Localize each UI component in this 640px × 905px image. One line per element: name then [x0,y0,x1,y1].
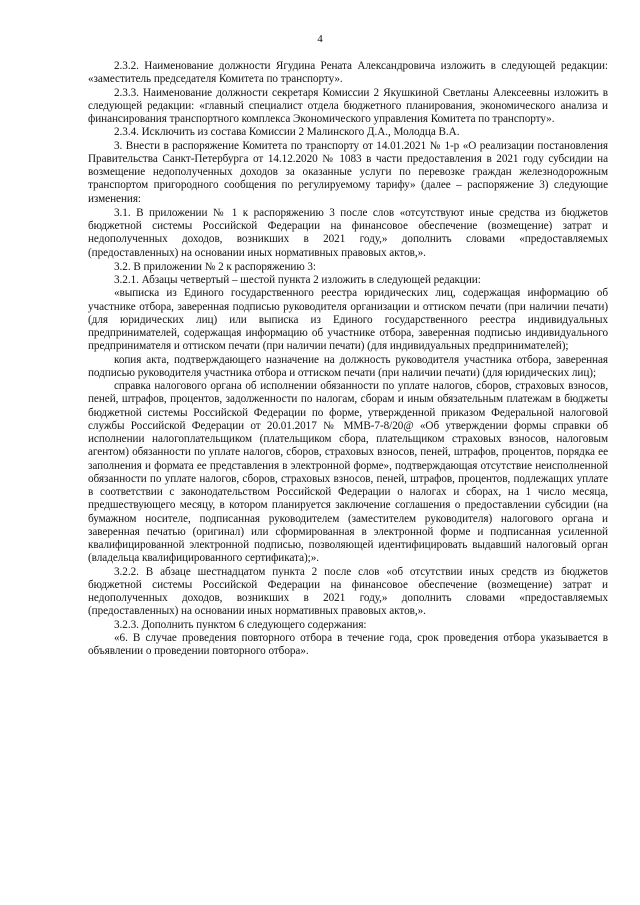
paragraph-3-2-1: 3.2.1. Абзацы четвертый – шестой пункта 2 изложить в следующей редакции: [114,274,481,286]
page-number: 4 [317,33,323,45]
paragraph-3-2: 3.2. В приложении № 2 к распоряжению 3: [114,260,316,273]
paragraph-3-2-3: 3.2.3. Дополнить пунктом 6 следующего содержания: [114,618,367,631]
paragraph-3-1: 3.1. В приложении № 1 к распоряжению 3 после слов «отсутствуют иные средства из бюджетов бюджетной системы Российской Федерации на финансовое обеспечение (возмещение) затрат и недополученных доходов, возникших в 2021 году,» дополнить словами «предоставляемых (предоставленных) на основании иных нормативных правовых актов,». [88,206,608,259]
paragraph-3: 3. Внести в распоряжение Комитета по транспорту от 14.01.2021 № 1-р «О реализации постановления Правительства Санкт-Петербурга от 14.12.2020 № 1083 в части предоставления в 2021 году субсидии на возмещение недополученных доходов за оказанные услуги по перевозке граждан железнодорожным транспортом пригородного сообщения по регулируемому тарифу» (далее – распоряжение 3) следующие изменения: [88,139,608,205]
paragraph-2-3-2: 2.3.2. Наименование должности Ягудина Рената Александровича изложить в следующей редакции: «заместитель председателя Комитета по транспорту». [88,60,608,86]
document-body [88,60,608,658]
paragraph-tax-certificate: справка налогового органа об исполнении обязанности по уплате налогов, сборов, страховых взносов, пеней, штрафов, процентов, задолженности по налогам, сборам и иным обязательным платежам в бюджеты бюджетной системы Российской Федерации по форме, утвержденной приказом Федеральной налоговой службы Российской Федерации от 20.01.2017 № ММВ-7-8/20@ «Об утверждении формы справки об исполнении налогоплательщиком (плательщиком сбора, плательщиком страховых взносов, налоговым агентом) обязанности по уплате налогов, сборов, страховых взносов, пеней, штрафов, процентов, порядка ее заполнения и формата ее представления в электронной форме», подтверждающая отсутствие неисполненной обязанности по уплате налогов, сборов, страховых взносов, пеней, штрафов, процентов, подлежащих уплате в соответствии с законодательством Российской Федерации о налогах и сборах, на 1 число месяца, предшествующего месяцу, в котором планируется заключение соглашения о предоставлении субсидии (на бумажном носителе, подписанная руководителем (заместителем руководителя) налогового органа и заверенная печатью (оригинал) или сформированная в электронной форме и подписанная усиленной квалифицированной электронной подписью, позволяющей идентифицировать выдавший налоговый орган (владельца квалифицированного сертификата);». [88,380,608,565]
paragraph-extract-egrul: «выписка из Единого государственного реестра юридических лиц, содержащая информацию об участнике отбора, заверенная подписью руководителя организации и оттиском печати (при наличии печати) (для юридических лиц) или выписка из Единого государственного реестра индивидуальных предпринимателей, содержащая информацию об участнике отбора, заверенная подписью индивидуального предпринимателя и оттиском печати (при наличии печати) (для индивидуальных предпринимателей); [88,287,608,353]
paragraph-3-2-2: 3.2.2. В абзаце шестнадцатом пункта 2 после слов «об отсутствии иных средств из бюджетов бюджетной системы Российской Федерации на финансовое обеспечение (возмещение) затрат и недополученных доходов, возникших в 2021 году,» дополнить словами «предоставляемых (предоставленных) на основании иных нормативных правовых актов,». [88,565,608,618]
paragraph-point-6: «6. В случае проведения повторного отбора в течение года, срок проведения отбора указывается в объявлении о проведении повторного отбора». [88,631,608,657]
paragraph-act-copy: копия акта, подтверждающего назначение на должность руководителя участника отбора, заверенная подписью руководителя участника отбора и оттиском печати (при наличии печати) (для юридических лиц); [88,353,608,379]
paragraph-2-3-3: 2.3.3. Наименование должности секретаря Комиссии 2 Якушкиной Светланы Алексеевны изложить в следующей редакции: «главный специалист отдела бюджетного планирования, экономического анализа и финансирования транспортного комплекса Экономического управления Комитета по транспорту». [88,86,608,125]
paragraph-2-3-4: 2.3.4. Исключить из состава Комиссии 2 Малинского Д.А., Молодца В.А. [114,126,460,139]
